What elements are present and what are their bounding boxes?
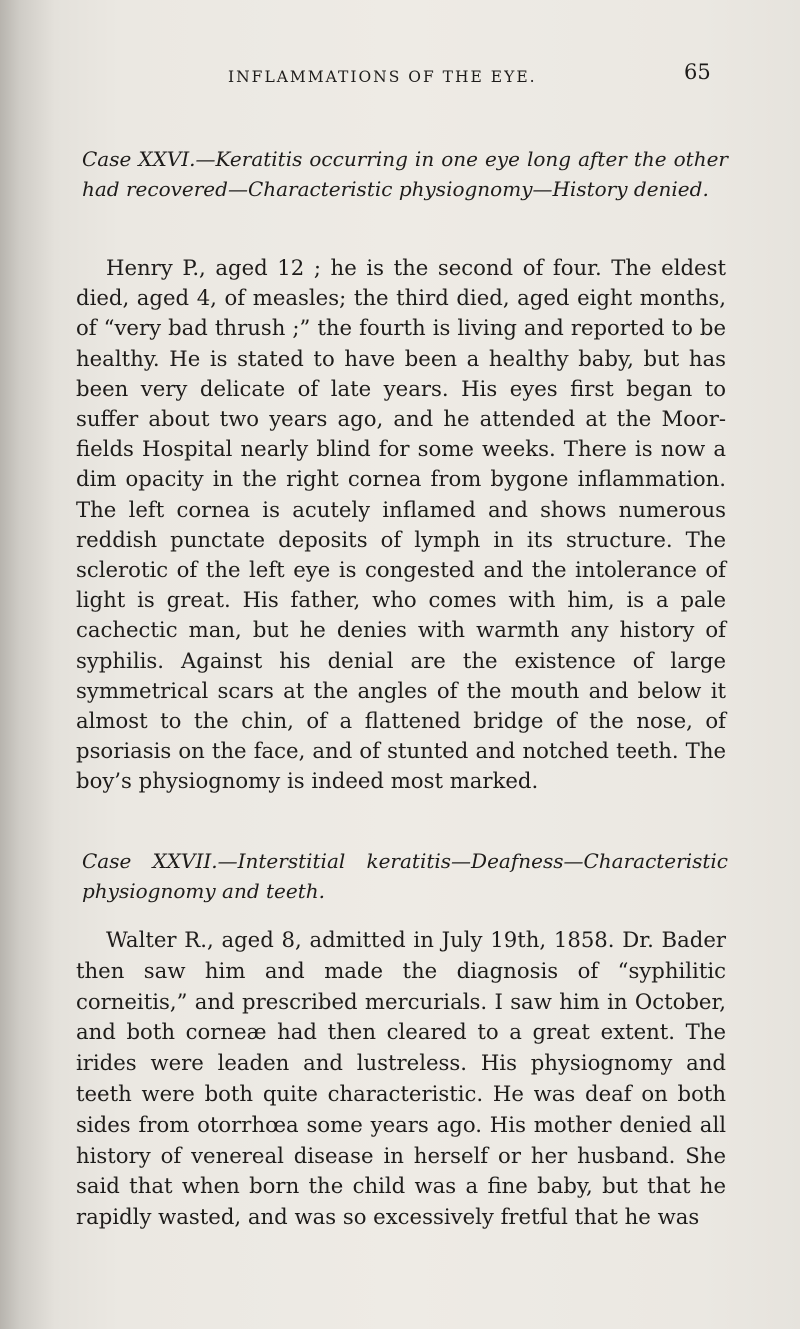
case-title: —Keratitis occurring in one eye long after the other had recovered—Characteristic physiognomy—History denied. [82,147,728,201]
case-label: Case XXVII. [82,849,218,873]
case-heading-xxvi [82,144,728,204]
page-number: 65 [684,60,711,84]
case-body-xxvii: Walter R., aged 8, admitted in July 19th, 1858. Dr. Bader then saw him and made the diagnosis of “syphilitic corneitis,” and prescribed mercurials. I saw him in October, and both corneæ had then cleared to a great extent. The irides were leaden and lustreless. His physiognomy and teeth were both quite characteristic. He was deaf on both sides from otorrhœa some years ago. His mother denied all history of venereal disease in herself or her husband. She said that when born the child was a fine baby, but that he rapidly wasted, and was so excessively fretful that he was [76,927,726,1230]
case-title: —Interstitial keratitis—Deafness—Characteristic physiognomy and teeth. [82,849,729,903]
running-head: INFLAMMATIONS OF THE EYE. [228,68,537,86]
case-body-xxvi: Henry P., aged 12 ; he is the second of four. The eldest died, aged 4, of measles; the third died, aged eight months, of “very bad thrush ;” the fourth is living and reported to be healthy. He is stated to have been a healthy baby, but has been very delicate of late years. His eyes first began to suffer about two years ago, and he attended at the Moorfields Hospital nearly blind for some weeks. There is now a dim opacity in the right cornea from bygone inflammation. The left cornea is acutely inflamed and shows numerous reddish punctate deposits of lymph in its structure. The sclerotic of the left eye is congested and the intolerance of light is great. His father, who comes with him, is a pale cachectic man, but he denies with warmth any history of syphilis. Against his denial are the existence of large symmetrical scars at the angles of the mouth and below it almost to the chin, of a flattened bridge of the nose, of psoriasis on the face, and of stunted and notched teeth. The boy’s physiognomy is indeed most marked. [76,255,726,794]
case-label: Case XXVI. [82,147,196,171]
case-heading-xxvii [82,846,728,906]
